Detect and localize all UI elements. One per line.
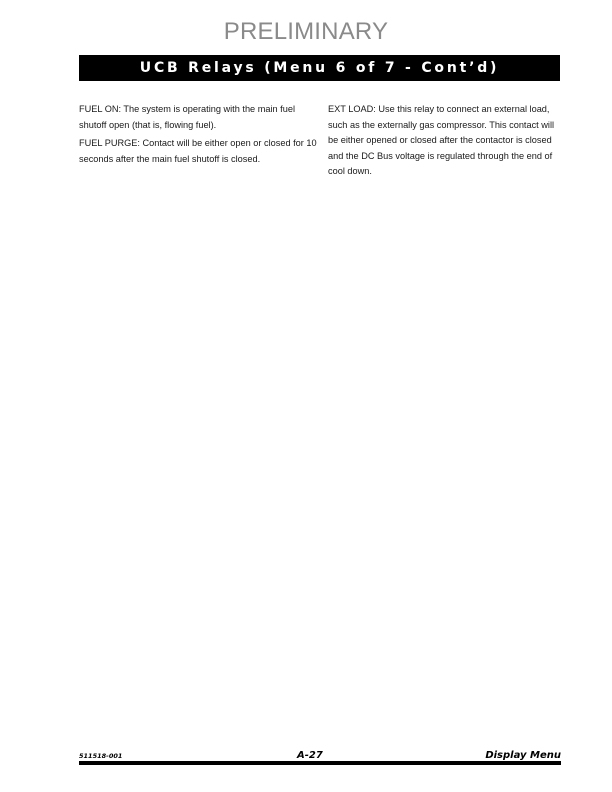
page-number: A-27 [297, 750, 323, 761]
right-column [328, 102, 564, 183]
fuel-purge-paragraph: FUEL PURGE: Contact will be either open or closed for 10 seconds after the main fuel shutoff is closed. [79, 138, 317, 164]
fuel-on-paragraph: FUEL ON: The system is operating with the main fuel shutoff open (that is, flowing fuel). [79, 104, 295, 130]
left-column [79, 102, 317, 170]
footer-section-name: Display Menu [485, 750, 561, 761]
page-footer [79, 748, 561, 765]
ext-load-paragraph: EXT LOAD: Use this relay to connect an external load, such as the externally gas compressor. This contact will be either opened or closed after the contactor is closed and the DC Bus voltage is regulated through the end of cool down. [328, 104, 555, 177]
section-title: UCB Relays (Menu 6 of 7 - Cont’d) [139, 60, 500, 76]
document-number: 511518-001 [79, 752, 123, 760]
section-title-bar [79, 55, 560, 81]
preliminary-watermark: PRELIMINARY [223, 18, 389, 45]
